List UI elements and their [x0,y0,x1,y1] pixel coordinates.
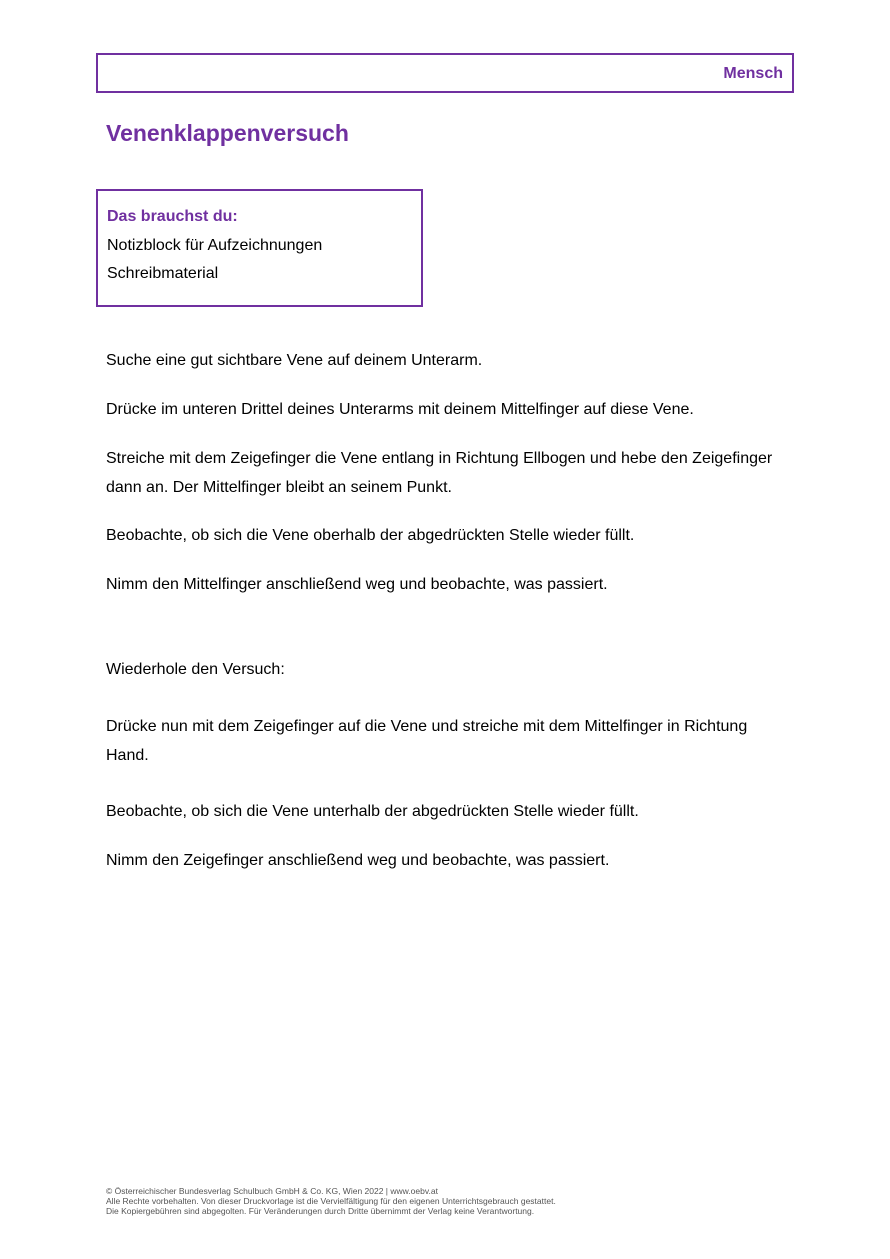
instruction-paragraph: Streiche mit dem Zeigefinger die Vene entlang in Richtung Ellbogen und hebe den Zeigefinger dann an. Der Mittelfinger bleibt an seinem Punkt. [106,450,773,496]
instruction-paragraph: Drücke im unteren Drittel deines Unterarms mit deinem Mittelfinger auf diese Vene. [106,401,694,418]
instruction-paragraph: Suche eine gut sichtbare Vene auf deinem Unterarm. [106,352,483,369]
instruction-paragraph: Beobachte, ob sich die Vene unterhalb der abgedrückten Stelle wieder füllt. [106,803,639,820]
footer-line: © Österreichischer Bundesverlag Schulbuch GmbH & Co. KG, Wien 2022 | www.oebv.at [106,1186,438,1196]
materials-heading: Das brauchst du: [107,208,238,225]
header-box [96,53,794,93]
copyright-footer [106,1186,556,1216]
materials-item: Notizblock für Aufzeichnungen [107,237,323,254]
instruction-paragraph: Nimm den Mittelfinger anschließend weg und beobachte, was passiert. [106,576,608,593]
materials-item: Schreibmaterial [107,265,219,282]
instruction-paragraph: Nimm den Zeigefinger anschließend weg und beobachte, was passiert. [106,852,610,869]
instruction-paragraph: Beobachte, ob sich die Vene oberhalb der abgedrückten Stelle wieder füllt. [106,527,635,544]
footer-line: Alle Rechte vorbehalten. Von dieser Druckvorlage ist die Vervielfältigung für den eigenen Unterrichtsgebrauch gestattet. [106,1196,556,1206]
instruction-paragraph: Drücke nun mit dem Zeigefinger auf die Vene und streiche mit dem Mittelfinger in Richtung Hand. [106,718,748,764]
header-subject-label: Mensch [723,65,783,82]
repeat-heading: Wiederhole den Versuch: [106,661,285,678]
page-title: Venenklappenversuch [106,120,349,146]
materials-box [96,189,423,307]
footer-line: Die Kopiergebühren sind abgegolten. Für Veränderungen durch Dritte übernimmt der Verlag keine Verantwortung. [106,1206,535,1216]
